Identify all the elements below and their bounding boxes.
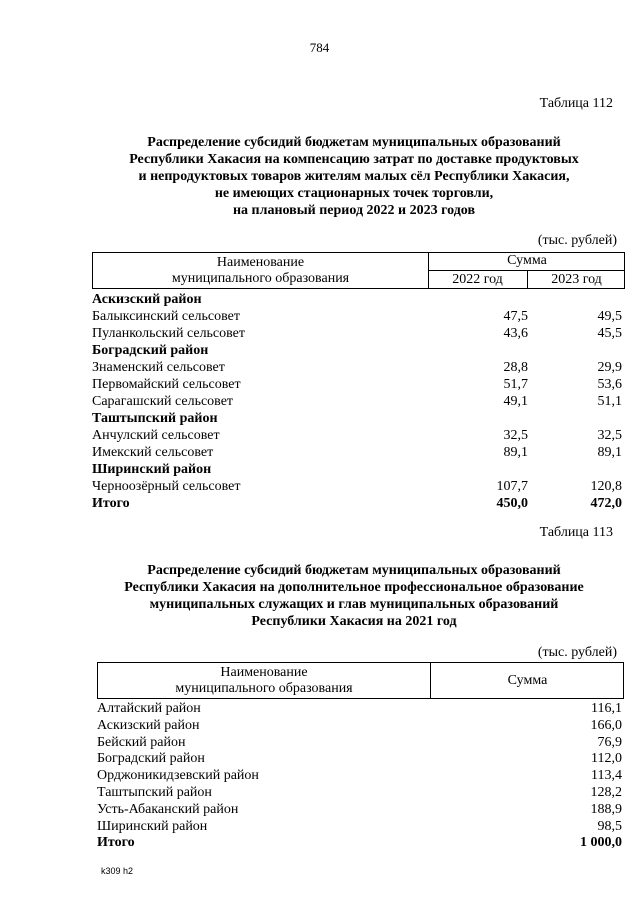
table-row: [92, 376, 622, 393]
table-row: [97, 784, 622, 801]
row-value: 98,5: [597, 819, 622, 834]
title-line: не имеющих стационарных точек торговли,: [214, 186, 494, 201]
row-value-2023: 49,5: [597, 309, 622, 324]
row-value-2022: 51,7: [503, 377, 528, 392]
header-sum: Сумма: [507, 253, 547, 268]
row-value-2023: 89,1: [597, 445, 622, 460]
table-112-header: [92, 252, 625, 289]
row-value: 1 000,0: [580, 835, 622, 850]
row-value-2023: 120,8: [590, 479, 622, 494]
row-value: 116,1: [591, 701, 622, 716]
header-year-2022: 2022 год: [452, 272, 503, 287]
header-name: Наименование муниципального образования: [175, 665, 353, 696]
table-row: [97, 801, 622, 818]
row-value-2023: 472,0: [590, 496, 622, 511]
table-row: [97, 734, 622, 751]
table-row: [92, 393, 622, 410]
table-row: [92, 410, 622, 427]
row-name: Итого: [92, 496, 130, 511]
row-value: 76,9: [597, 735, 622, 750]
row-name: Черноозёрный сельсовет: [92, 479, 241, 494]
table-row: [92, 478, 622, 495]
row-name: Балыксинский сельсовет: [92, 309, 240, 324]
header-name: Наименование муниципального образования: [171, 255, 350, 286]
row-value-2022: 450,0: [496, 496, 528, 511]
row-name: Таштыпский район: [92, 411, 218, 426]
table-row: [97, 750, 622, 767]
row-value: 113,4: [591, 768, 622, 783]
row-value-2023: 53,6: [597, 377, 622, 392]
row-name: Итого: [97, 835, 135, 850]
title-line: Распределение субсидий бюджетам муниципальных образований: [147, 135, 561, 150]
row-name: Пуланкольский сельсовет: [92, 326, 246, 341]
row-name: Усть-Абаканский район: [97, 802, 239, 817]
row-value-2023: 29,9: [597, 360, 622, 375]
table-112-label: Таблица 112: [539, 96, 613, 111]
row-name: Анчулский сельсовет: [92, 428, 220, 443]
title-line: на плановый период 2022 и 2023 годов: [232, 203, 476, 218]
row-name: Первомайский сельсовет: [92, 377, 241, 392]
row-name: Алтайский район: [97, 701, 201, 716]
title-line: Республики Хакасия на дополнительное профессиональное образование: [124, 580, 584, 595]
table-112-units: (тыс. рублей): [537, 233, 617, 248]
row-name: Имекский сельсовет: [92, 445, 214, 460]
row-value-2023: 45,5: [597, 326, 622, 341]
table-row: [92, 444, 622, 461]
row-value: 188,9: [590, 802, 622, 817]
row-value-2023: 32,5: [597, 428, 622, 443]
row-value-2022: 47,5: [503, 309, 528, 324]
row-value: 166,0: [590, 718, 622, 733]
table-row: [92, 495, 622, 512]
row-name: Аскизский район: [92, 292, 202, 307]
table-113-title: [80, 562, 628, 630]
table-row: [97, 818, 622, 835]
row-name: Знаменский сельсовет: [92, 360, 225, 375]
row-name: Боградский район: [97, 751, 205, 766]
title-line: муниципальных служащих и глав муниципальных образований: [149, 597, 559, 612]
table-row: [92, 325, 622, 342]
title-line: и непродуктовых товаров жителям малых сёл Республики Хакасия,: [138, 169, 570, 184]
row-value-2023: 51,1: [597, 394, 622, 409]
row-name: Ширинский район: [92, 462, 212, 477]
row-name: Боградский район: [92, 343, 209, 358]
table-113-units: (тыс. рублей): [537, 645, 617, 660]
row-name: Сарагашский сельсовет: [92, 394, 234, 409]
row-value-2022: 107,7: [496, 479, 528, 494]
row-name: Бейский район: [97, 735, 186, 750]
table-row: [97, 700, 622, 717]
row-value-2022: 43,6: [503, 326, 528, 341]
row-value: 128,2: [590, 785, 622, 800]
row-value: 112,0: [591, 751, 622, 766]
table-row: [92, 427, 622, 444]
page-number: 784: [309, 40, 330, 55]
row-value-2022: 49,1: [503, 394, 528, 409]
row-value-2022: 89,1: [503, 445, 528, 460]
table-113-header: [97, 662, 624, 699]
title-line: Республики Хакасия на 2021 год: [251, 614, 457, 629]
row-name: Ширинский район: [97, 819, 208, 834]
header-sum: Сумма: [507, 673, 548, 688]
table-row: [97, 767, 622, 784]
row-name: Орджоникидзевский район: [97, 768, 259, 783]
table-row: [97, 834, 622, 851]
table-row: [92, 308, 622, 325]
table-113-label: Таблица 113: [539, 525, 613, 540]
table-row: [97, 717, 622, 734]
row-value-2022: 28,8: [503, 360, 528, 375]
header-year-2023: 2023 год: [551, 272, 602, 287]
table-row: [92, 359, 622, 376]
row-name: Таштыпский район: [97, 785, 212, 800]
footer-code: k309 h2: [101, 866, 134, 876]
table-112-title: [80, 134, 628, 219]
table-row: [92, 342, 622, 359]
row-value-2022: 32,5: [503, 428, 528, 443]
row-name: Аскизский район: [97, 718, 200, 733]
table-row: [92, 291, 622, 308]
title-line: Распределение субсидий бюджетам муниципальных образований: [147, 563, 561, 578]
title-line: Республики Хакасия на компенсацию затрат по доставке продуктовых: [129, 152, 579, 167]
table-row: [92, 461, 622, 478]
